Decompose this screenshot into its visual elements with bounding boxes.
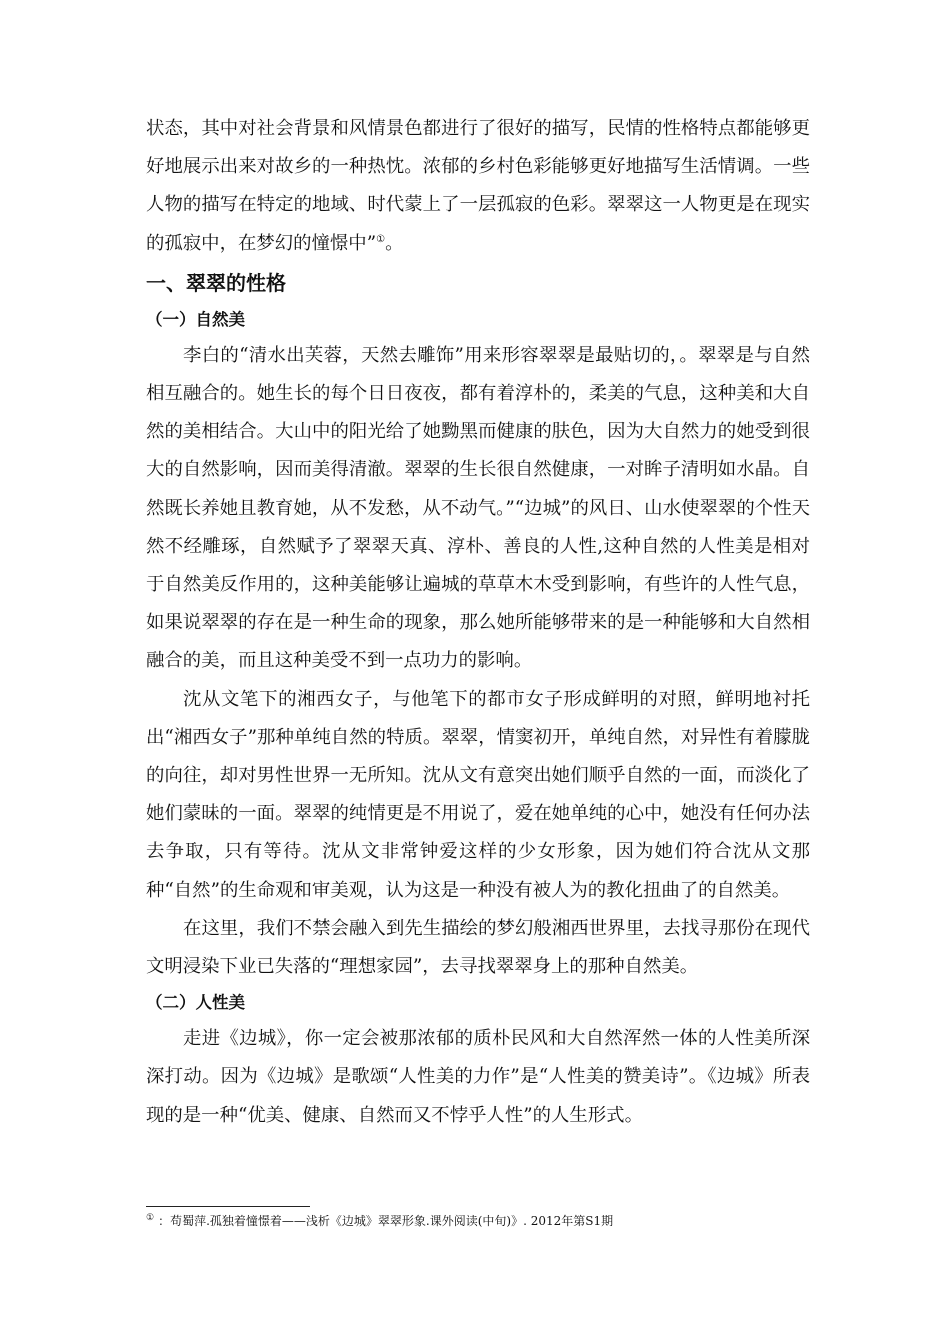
intro-text: 状态，其中对社会背景和风情景色都进行了很好的描写，民情的性格特点都能够更好地展示出来对故乡的一种热忱。浓郁的乡村色彩能够更好地描写生活情调。一些人物的描写在特定的地域、时代蒙上了一层孤寂的色彩。翠翠这一人物更是在现实的孤寂中，在梦幻的憧憬中” <box>146 118 810 254</box>
body-paragraph: 李白的“清水出芙蓉，天然去雕饰”用来形容翠翠是最贴切的，。翠翠是与自然相互融合的。她生长的每个日日夜夜，都有着淳朴的，柔美的气息，这种美和大自然的美相结合。大山中的阳光给了她黝黑而健康的肤色，因为大自然力的她受到很大的自然影响，因而美得清澈。翠翠的生长很自然健康，一对眸子清明如水晶。自然既长养她且教育她，从不发愁，从不动气。”“边城”的风日、山水使翠翠的个性天然不经雕琢，自然赋予了翠翠天真、淳朴、善良的人性,这种自然的人性美是相对于自然美反作用的，这种美能够让遍城的草草木木受到影响，有些许的人性气息，如果说翠翠的存在是一种生命的现象，那么她所能够带来的是一种能够和大自然相融合的美，而且这种美受不到一点功力的影响。 <box>146 344 810 672</box>
footnote-separator <box>146 1206 310 1207</box>
subsection-heading-natural-beauty: （一）自然美 <box>146 309 245 329</box>
footnote-mark: ① <box>146 1213 155 1223</box>
document-body <box>146 110 810 1135</box>
footnote-text: ：苟蜀萍.孤独着憧憬着——浅析《边城》翠翠形象.课外阅读(中旬)》. 2012年第S1期 <box>158 1214 614 1228</box>
intro-end: 。 <box>385 232 404 254</box>
intro-paragraph <box>146 110 810 263</box>
footnote <box>146 1212 810 1230</box>
body-paragraph: 在这里，我们不禁会融入到先生描绘的梦幻般湘西世界里，去找寻那份在现代文明浸染下业已失落的“理想家园”，去寻找翠翠身上的那种自然美。 <box>146 917 810 978</box>
body-paragraph: 走进《边城》，你一定会被那浓郁的质朴民风和大自然浑然一体的人性美所深深打动。因为《边城》是歌颂“人性美的力作”是“人性美的赞美诗”。《边城》所表现的是一种“优美、健康、自然而又不悖乎人性”的人生形式。 <box>146 1028 810 1126</box>
footnote-reference[interactable]: ① <box>376 233 386 245</box>
subsection-heading-human-beauty: （二）人性美 <box>146 993 245 1013</box>
section-heading-character: 一、翠翠的性格 <box>146 270 286 295</box>
body-paragraph: 沈从文笔下的湘西女子，与他笔下的都市女子形成鲜明的对照，鲜明地衬托出“湘西女子”那种单纯自然的特质。翠翠，情窦初开，单纯自然，对异性有着朦胧的向往，却对男性世界一无所知。沈从文有意突出她们顺乎自然的一面，而淡化了她们蒙昧的一面。翠翠的纯情更是不用说了，爱在她单纯的心中，她没有任何办法去争取，只有等待。沈从文非常钟爱这样的少女形象，因为她们符合沈从文那种“自然”的生命观和审美观，认为这是一种没有被人为的教化扭曲了的自然美。 <box>146 688 810 901</box>
